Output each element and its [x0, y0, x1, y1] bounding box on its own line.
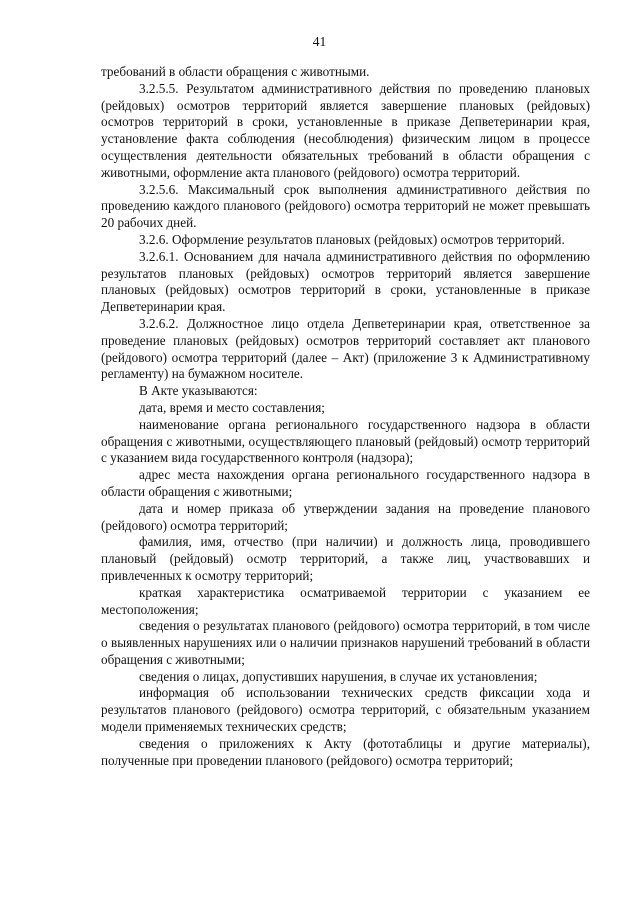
paragraph: сведения о результатах планового (рейдового) осмотра территорий, в том числе о выявленных нарушениях или о наличии признаков нарушений требований в области обращения с животными;: [101, 618, 590, 667]
paragraph: дата и номер приказа об утверждении задания на проведение планового (рейдового) осмотра территорий;: [101, 500, 590, 533]
paragraph: сведения о лицах, допустивших нарушения, в случае их установления;: [139, 668, 538, 684]
paragraph: 3.2.5.6. Максимальный срок выполнения административного действия по проведению каждого планового (рейдового) осмотра территорий не может превышать 20 рабочих дней.: [101, 181, 590, 231]
paragraph: В Акте указываются:: [139, 383, 258, 399]
paragraph: 3.2.6.2. Должностное лицо отдела Депветеринарии края, ответственное за проведение плановых (рейдовых) осмотров территорий составляет акт планового (рейдового) осмотра территорий (далее – Акт) (приложение 3 к Административному регламенту) на бумажном носителе.: [101, 315, 590, 382]
paragraph: сведения о приложениях к Акту (фототаблицы и другие материалы), полученные при проведении планового (рейдового) осмотра территорий;: [101, 735, 590, 768]
paragraph: 3.2.5.5. Результатом административного действия по проведению плановых (рейдовых) осмотров территорий является завершение плановых (рейдовых) осмотров территорий в сроки, установленные в приказе Депветеринарии края, установление факта соблюдения (несоблюдения) физическим лицом в процессе осуществления деятельности обязательных требований в области обращения с животными, оформление акта планового (рейдового) осмотра территорий.: [101, 80, 590, 180]
paragraph: 3.2.6.1. Основанием для начала административного действия по оформлению результатов плановых (рейдовых) осмотров территорий является завершение плановых (рейдовых) осмотров территорий в сроки, установленные в приказе Депветеринарии края.: [101, 248, 590, 315]
document-body: [101, 64, 590, 769]
paragraph: дата, время и место составления;: [139, 399, 325, 415]
paragraph: 3.2.6. Оформление результатов плановых (рейдовых) осмотров территорий.: [139, 231, 565, 247]
paragraph: краткая характеристика осматриваемой территории с указанием ее местоположения;: [101, 584, 590, 617]
paragraph: требований в области обращения с животными.: [101, 64, 370, 79]
paragraph: фамилия, имя, отчество (при наличии) и должность лица, проводившего плановый (рейдовый) осмотр территорий, а также лиц, участвовавших и привлеченных к осмотру территорий;: [101, 534, 590, 583]
paragraph: информация об использовании технических средств фиксации хода и результатов планового (рейдового) осмотра территорий, с обязательным указанием модели применяемых технических средств;: [101, 685, 590, 735]
paragraph: адрес места нахождения органа регионального государственного надзора в области обращения с животными;: [101, 467, 590, 499]
paragraph: наименование органа регионального государственного надзора в области обращения с животными, осуществляющего плановый (рейдовый) осмотр территорий с указанием вида государственного контроля (надзора);: [101, 416, 590, 466]
page-number: 41: [312, 34, 327, 49]
